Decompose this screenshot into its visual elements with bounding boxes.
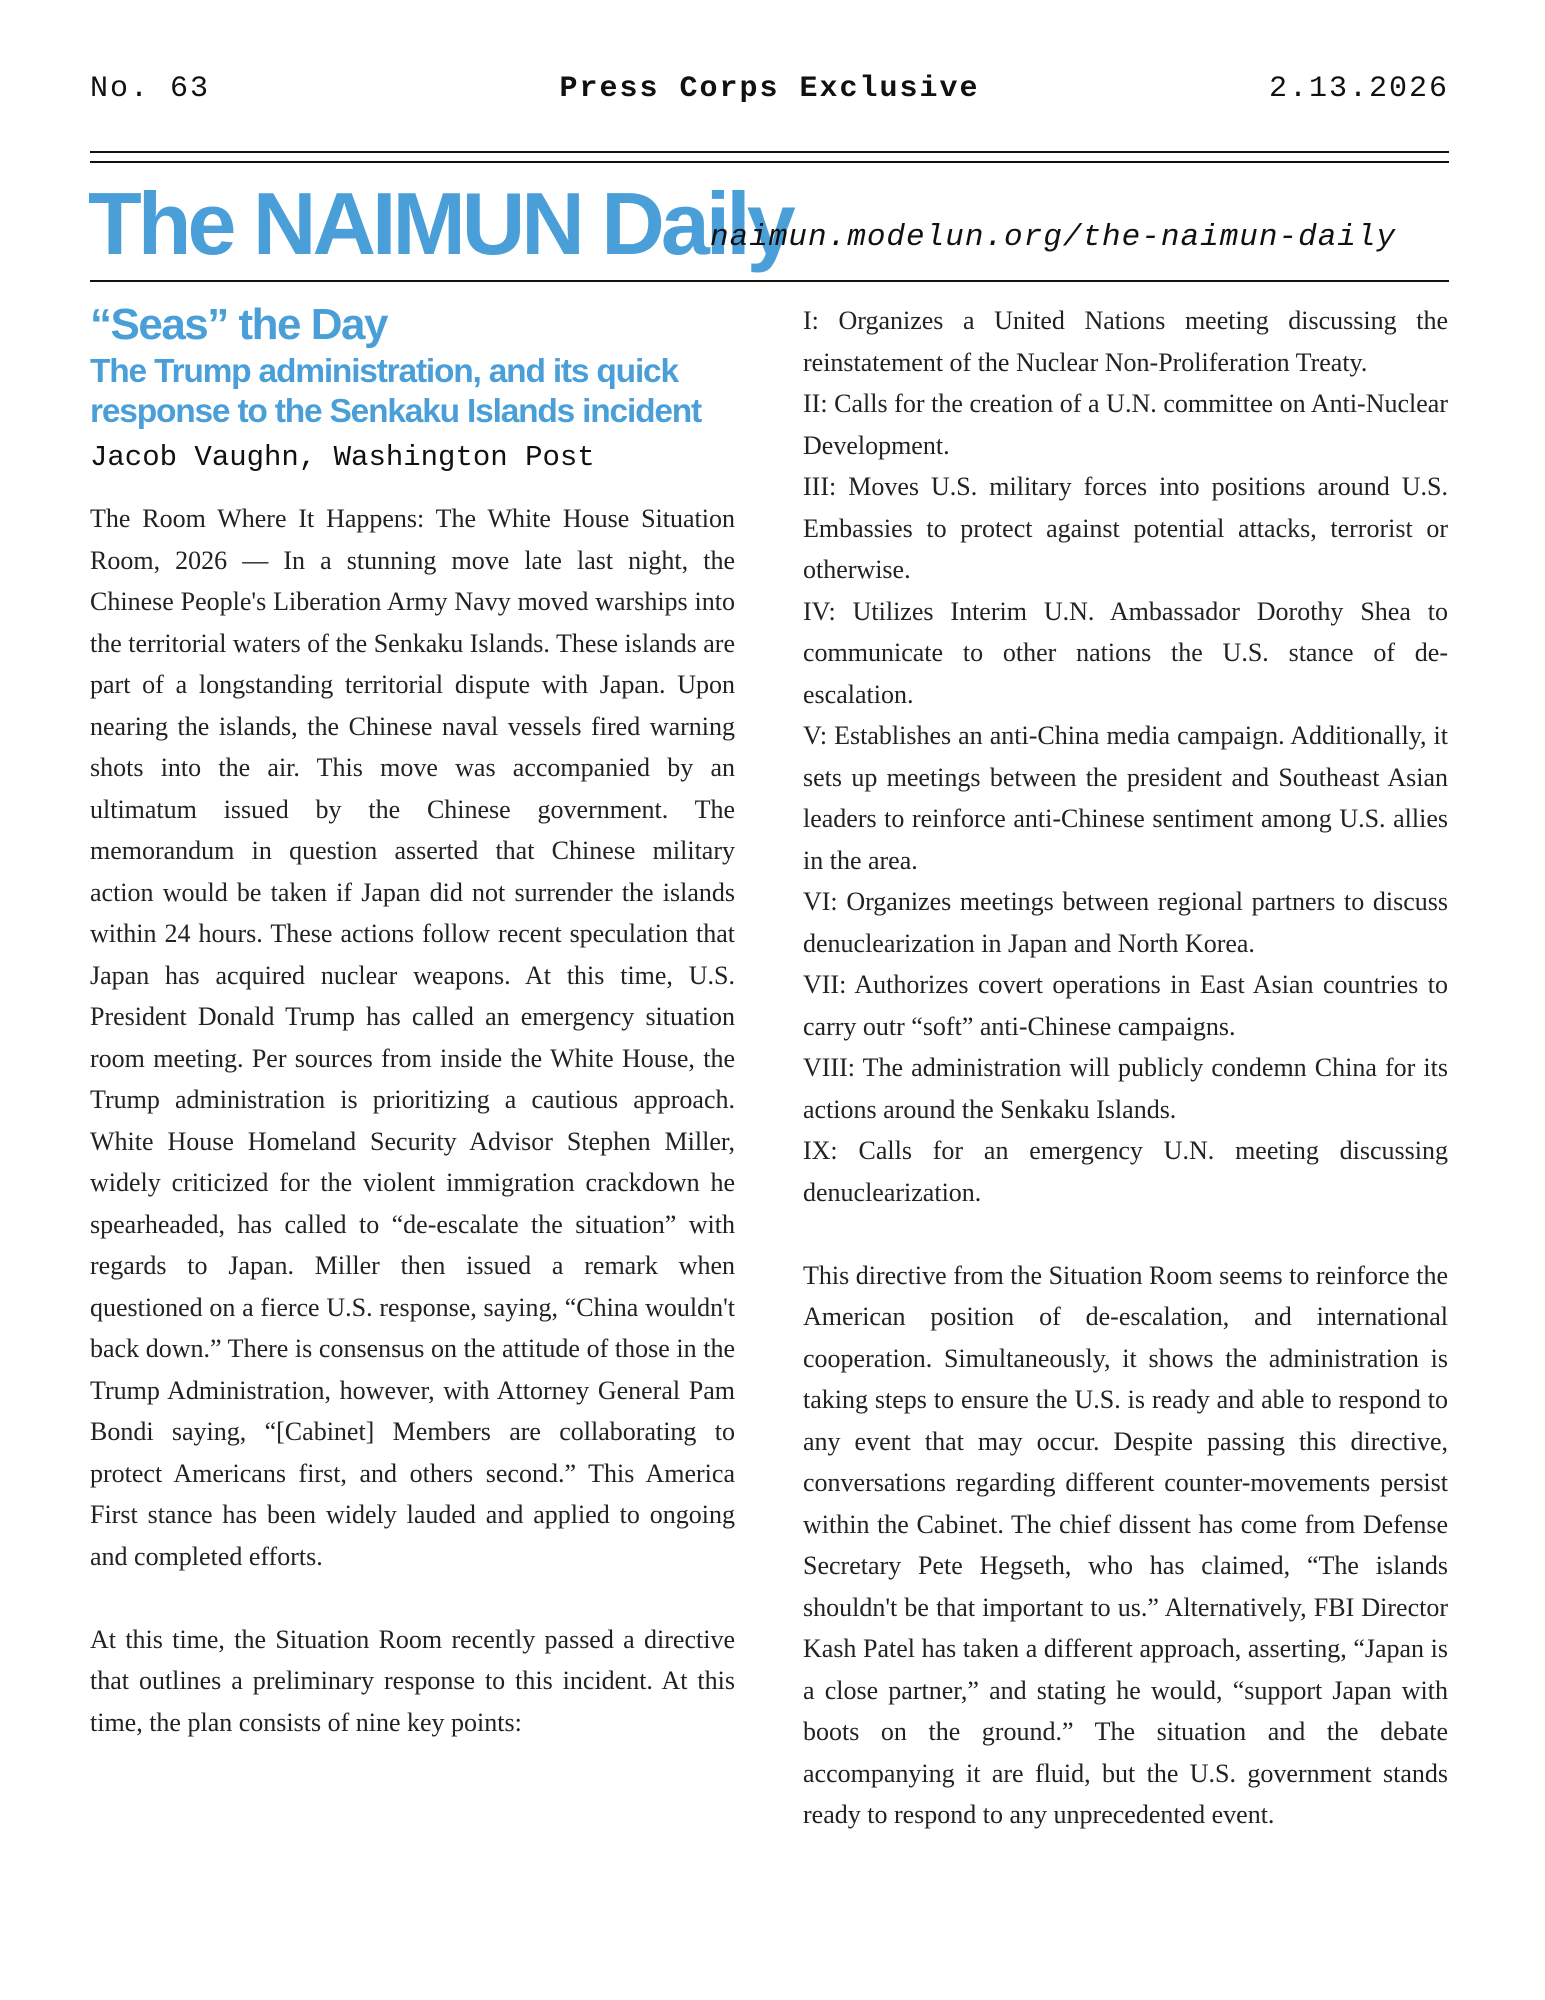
issue-date: 2.13.2026 bbox=[1268, 72, 1449, 106]
masthead-rule bbox=[90, 280, 1449, 282]
directive-point: I: Organizes a United Nations meeting discussing the reinstatement of the Nuclear Non-Proliferation Treaty. bbox=[803, 306, 1448, 377]
header-rule-top bbox=[90, 151, 1449, 153]
article-headline: “Seas” the Day bbox=[90, 300, 387, 349]
directive-point: IV: Utilizes Interim U.N. Ambassador Dorothy Shea to communicate to other nations the U.S. stance of de-escalation. bbox=[803, 596, 1448, 709]
directive-point: VIII: The administration will publicly condemn China for its actions around the Senkaku Islands. bbox=[803, 1053, 1448, 1124]
directive-point: IX: Calls for an emergency U.N. meeting discussing denuclearization. bbox=[803, 1136, 1448, 1207]
top-bar bbox=[90, 72, 1449, 112]
header-rule-bottom bbox=[90, 161, 1449, 163]
paragraph-spacer bbox=[90, 1577, 735, 1619]
directive-point: II: Calls for the creation of a U.N. committee on Anti-Nuclear Development. bbox=[803, 389, 1448, 460]
right-column bbox=[803, 300, 1448, 1836]
issue-number: No. 63 bbox=[90, 72, 211, 106]
directive-point: III: Moves U.S. military forces into positions around U.S. Embassies to protect against potential attacks, terrorist or otherwise. bbox=[803, 472, 1448, 584]
article-paragraph: The Room Where It Happens: The White House Situation Room, 2026 — In a stunning move late last night, the Chinese People's Liberation Army Navy moved warships into the territorial waters of the Senkaku Islands. These islands are part of a longstanding territorial dispute with Japan. Upon nearing the islands, the Chinese naval vessels fired warning shots into the air. This move was accompanied by an ultimatum issued by the Chinese government. The memorandum in question asserted that Chinese military action would be taken if Japan did not surrender the islands within 24 hours. These actions follow recent speculation that Japan has acquired nuclear weapons. At this time, U.S. President Donald Trump has called an emergency situation room meeting. Per sources from inside the White House, the Trump administration is prioritizing a cautious approach. White House Homeland Security Advisor Stephen Miller, widely criticized for the violent immigration crackdown he spearheaded, has called to “de-escalate the situation” with regards to Japan. Miller then issued a remark when questioned on a fierce U.S. response, saying, “China wouldn't back down.” There is consensus on the attitude of those in the Trump Administration, however, with Attorney General Pam Bondi saying, “[Cabinet] Members are collaborating to protect Americans first, and others second.” This America First stance has been widely lauded and applied to ongoing and completed efforts. bbox=[90, 504, 735, 1571]
directive-point: VI: Organizes meetings between regional partners to discuss denuclearization in Japan and North Korea. bbox=[803, 887, 1448, 958]
left-column bbox=[90, 300, 735, 1743]
article-byline: Jacob Vaughn, Washington Post bbox=[90, 441, 595, 474]
directive-point: VII: Authorizes covert operations in East Asian countries to carry outr “soft” anti-Chinese campaigns. bbox=[803, 970, 1448, 1041]
paragraph-spacer bbox=[803, 1213, 1448, 1255]
article-subheadline: The Trump administration, and its quick response to the Senkaku Islands incident bbox=[90, 353, 702, 430]
masthead-title: The NAIMUN Daily bbox=[88, 174, 792, 273]
masthead-url[interactable]: naimun.modelun.org/the-naimun-daily bbox=[710, 220, 1397, 255]
article-paragraph: At this time, the Situation Room recently passed a directive that outlines a preliminary response to this incident. At this time, the plan consists of nine key points: bbox=[90, 1624, 735, 1737]
section-label: Press Corps Exclusive bbox=[559, 72, 980, 106]
directive-point: V: Establishes an anti-China media campaign. Additionally, it sets up meetings between the president and Southeast Asian leaders to reinforce anti-Chinese sentiment among U.S. allies in the area. bbox=[803, 721, 1448, 875]
article-paragraph: This directive from the Situation Room seems to reinforce the American position of de-escalation, and international cooperation. Simultaneously, it shows the administration is taking steps to ensure the U.S. is ready and able to respond to any event that may occur. Despite passing this directive, conversations regarding different counter-movements persist within the Cabinet. The chief dissent has come from Defense Secretary Pete Hegseth, who has claimed, “The islands shouldn't be that important to us.” Alternatively, FBI Director Kash Patel has taken a different approach, asserting, “Japan is a close partner,” and stating he would, “support Japan with boots on the ground.” The situation and the debate accompanying it are fluid, but the U.S. government stands ready to respond to any unprecedented event. bbox=[803, 1260, 1448, 1829]
